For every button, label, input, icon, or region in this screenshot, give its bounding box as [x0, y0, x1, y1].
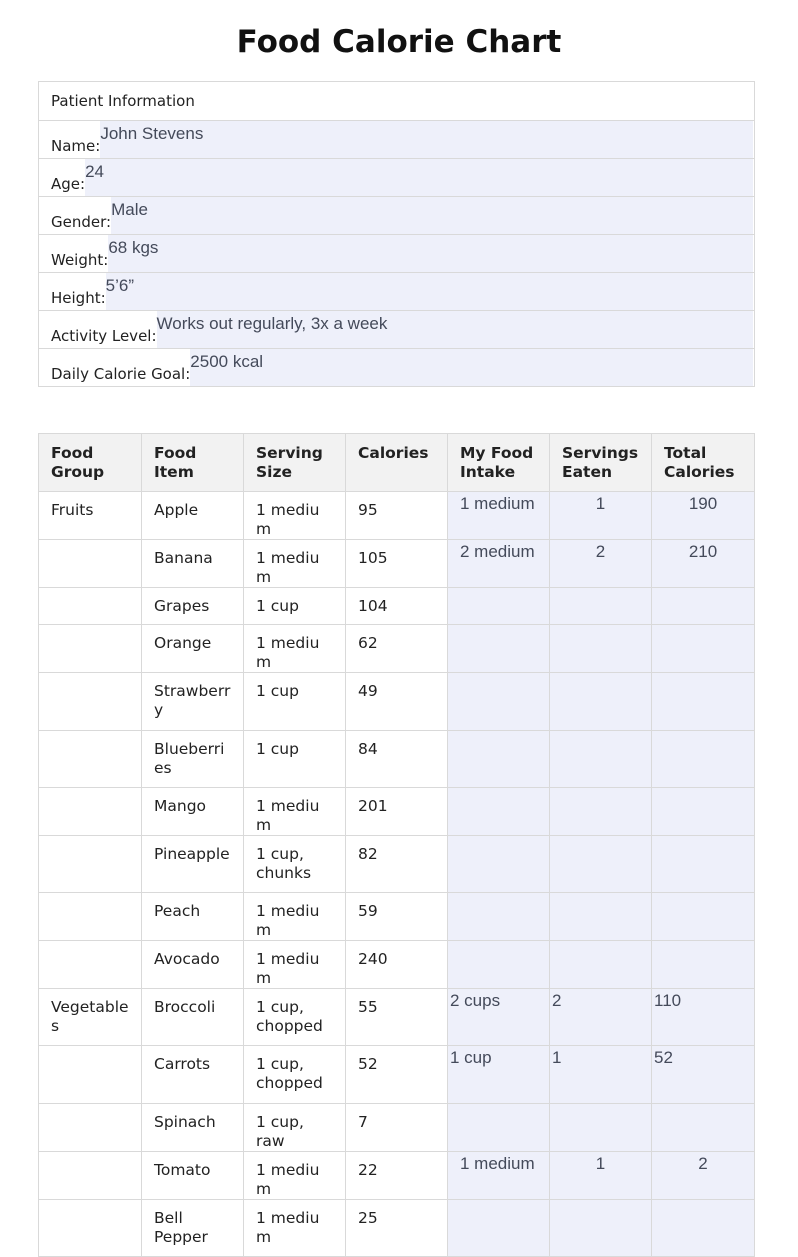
column-header-servings-eaten: Servings Eaten [550, 434, 652, 492]
food-item-cell: Blueberries [142, 731, 244, 788]
column-header-serving-size: Serving Size [244, 434, 346, 492]
name-field[interactable]: John Stevens [100, 121, 753, 158]
food-group-cell [39, 540, 142, 588]
column-header-total-calories: Total Calories [652, 434, 755, 492]
food-calorie-table [38, 433, 755, 1257]
total-calories-input[interactable] [652, 588, 755, 625]
age-field[interactable]: 24 [85, 159, 753, 196]
food-item-cell: Bell Pepper [142, 1200, 244, 1257]
patient-height-row [39, 273, 755, 311]
table-row [39, 588, 755, 625]
servings-eaten-input[interactable] [550, 1104, 652, 1152]
calories-cell: 95 [346, 492, 448, 540]
table-row [39, 788, 755, 836]
total-calories-input[interactable] [652, 941, 755, 989]
calories-cell: 82 [346, 836, 448, 893]
height-field[interactable]: 5’6” [106, 273, 753, 310]
table-row [39, 1200, 755, 1257]
my-food-intake-input[interactable]: 2 medium [448, 540, 550, 588]
total-calories-input[interactable] [652, 788, 755, 836]
food-item-cell: Avocado [142, 941, 244, 989]
food-item-cell: Orange [142, 625, 244, 673]
calories-cell: 201 [346, 788, 448, 836]
patient-gender-row [39, 197, 755, 235]
food-item-cell: Strawberry [142, 673, 244, 731]
patient-info-table [38, 81, 755, 387]
total-calories-input[interactable] [652, 673, 755, 731]
calories-cell: 105 [346, 540, 448, 588]
my-food-intake-input[interactable] [448, 625, 550, 673]
total-calories-input[interactable] [652, 731, 755, 788]
servings-eaten-input[interactable] [550, 836, 652, 893]
table-row [39, 941, 755, 989]
serving-size-cell: 1 medium [244, 540, 346, 588]
food-group-cell: Vegetables [39, 989, 142, 1046]
my-food-intake-input[interactable]: 1 medium [448, 492, 550, 540]
my-food-intake-input[interactable] [448, 673, 550, 731]
my-food-intake-input[interactable] [448, 588, 550, 625]
servings-eaten-input[interactable] [550, 893, 652, 941]
servings-eaten-input[interactable]: 1 [550, 1046, 652, 1104]
gender-label: Gender: [51, 213, 112, 231]
my-food-intake-input[interactable] [448, 893, 550, 941]
servings-eaten-input[interactable]: 2 [550, 540, 652, 588]
table-row [39, 492, 755, 540]
name-label: Name: [51, 137, 101, 155]
serving-size-cell: 1 medium [244, 1200, 346, 1257]
table-row [39, 989, 755, 1046]
my-food-intake-input[interactable] [448, 1104, 550, 1152]
weight-label: Weight: [51, 251, 109, 269]
weight-field[interactable]: 68 kgs [108, 235, 753, 272]
my-food-intake-input[interactable] [448, 731, 550, 788]
serving-size-cell: 1 cup [244, 731, 346, 788]
calories-cell: 62 [346, 625, 448, 673]
table-row [39, 625, 755, 673]
servings-eaten-input[interactable] [550, 588, 652, 625]
calories-cell: 104 [346, 588, 448, 625]
food-group-cell [39, 731, 142, 788]
calories-cell: 84 [346, 731, 448, 788]
total-calories-input[interactable]: 190 [652, 492, 755, 540]
servings-eaten-input[interactable]: 2 [550, 989, 652, 1046]
activity-level-field[interactable]: Works out regularly, 3x a week [157, 311, 753, 348]
total-calories-input[interactable] [652, 625, 755, 673]
daily-calorie-goal-field[interactable]: 2500 kcal [190, 349, 753, 386]
food-group-cell [39, 1200, 142, 1257]
total-calories-input[interactable] [652, 893, 755, 941]
calories-cell: 25 [346, 1200, 448, 1257]
my-food-intake-input[interactable] [448, 788, 550, 836]
height-label: Height: [51, 289, 106, 307]
column-header-food-group: Food Group [39, 434, 142, 492]
gender-field[interactable]: Male [111, 197, 753, 234]
serving-size-cell: 1 cup [244, 588, 346, 625]
servings-eaten-input[interactable]: 1 [550, 1152, 652, 1200]
activity-level-label: Activity Level: [51, 327, 157, 345]
servings-eaten-input[interactable] [550, 673, 652, 731]
my-food-intake-input[interactable] [448, 941, 550, 989]
column-header-food-item: Food Item [142, 434, 244, 492]
page-title: Food Calorie Chart [236, 24, 562, 60]
servings-eaten-input[interactable] [550, 625, 652, 673]
total-calories-input[interactable] [652, 1104, 755, 1152]
table-row [39, 1152, 755, 1200]
serving-size-cell: 1 medium [244, 941, 346, 989]
calories-cell: 22 [346, 1152, 448, 1200]
serving-size-cell: 1 medium [244, 625, 346, 673]
serving-size-cell: 1 cup [244, 673, 346, 731]
patient-name-row [39, 121, 755, 159]
calories-cell: 52 [346, 1046, 448, 1104]
serving-size-cell: 1 medium [244, 492, 346, 540]
total-calories-input[interactable]: 52 [652, 1046, 755, 1104]
food-item-cell: Banana [142, 540, 244, 588]
calories-cell: 7 [346, 1104, 448, 1152]
patient-info-header: Patient Information [39, 82, 755, 121]
food-item-cell: Spinach [142, 1104, 244, 1152]
serving-size-cell: 1 cup, raw [244, 1104, 346, 1152]
patient-age-row [39, 159, 755, 197]
serving-size-cell: 1 cup, chopped [244, 1046, 346, 1104]
age-label: Age: [51, 175, 86, 193]
food-item-cell: Carrots [142, 1046, 244, 1104]
calories-cell: 240 [346, 941, 448, 989]
servings-eaten-input[interactable] [550, 731, 652, 788]
table-row [39, 893, 755, 941]
servings-eaten-input[interactable]: 1 [550, 492, 652, 540]
food-item-cell: Apple [142, 492, 244, 540]
my-food-intake-input[interactable] [448, 836, 550, 893]
servings-eaten-input[interactable] [550, 1200, 652, 1257]
total-calories-input[interactable] [652, 836, 755, 893]
food-group-cell [39, 788, 142, 836]
food-item-cell: Broccoli [142, 989, 244, 1046]
food-group-cell: Fruits [39, 492, 142, 540]
food-item-cell: Peach [142, 893, 244, 941]
food-table-header-row [39, 434, 755, 492]
patient-activity-row [39, 311, 755, 349]
patient-calorie-goal-row [39, 349, 755, 387]
table-row [39, 731, 755, 788]
total-calories-input[interactable] [652, 1200, 755, 1257]
table-row [39, 1104, 755, 1152]
calories-cell: 59 [346, 893, 448, 941]
food-item-cell: Grapes [142, 588, 244, 625]
food-group-cell [39, 1152, 142, 1200]
serving-size-cell: 1 medium [244, 1152, 346, 1200]
food-group-cell [39, 893, 142, 941]
calories-cell: 55 [346, 989, 448, 1046]
total-calories-input[interactable]: 110 [652, 989, 755, 1046]
food-group-cell [39, 1104, 142, 1152]
table-row [39, 540, 755, 588]
serving-size-cell: 1 cup, chopped [244, 989, 346, 1046]
patient-info-header-row [39, 82, 755, 121]
column-header-calories: Calories [346, 434, 448, 492]
food-group-cell [39, 836, 142, 893]
my-food-intake-input[interactable] [448, 1200, 550, 1257]
my-food-intake-input[interactable]: 1 medium [448, 1152, 550, 1200]
calories-cell: 49 [346, 673, 448, 731]
servings-eaten-input[interactable] [550, 788, 652, 836]
total-calories-input[interactable]: 2 [652, 1152, 755, 1200]
food-group-cell [39, 941, 142, 989]
my-food-intake-input[interactable]: 2 cups [448, 989, 550, 1046]
patient-weight-row [39, 235, 755, 273]
table-row [39, 673, 755, 731]
food-item-cell: Pineapple [142, 836, 244, 893]
table-row [39, 836, 755, 893]
serving-size-cell: 1 cup, chunks [244, 836, 346, 893]
serving-size-cell: 1 medium [244, 893, 346, 941]
total-calories-input[interactable]: 210 [652, 540, 755, 588]
food-item-cell: Tomato [142, 1152, 244, 1200]
servings-eaten-input[interactable] [550, 941, 652, 989]
food-group-cell [39, 588, 142, 625]
column-header-my-food-intake: My Food Intake [448, 434, 550, 492]
serving-size-cell: 1 medium [244, 788, 346, 836]
my-food-intake-input[interactable]: 1 cup [448, 1046, 550, 1104]
food-item-cell: Mango [142, 788, 244, 836]
food-group-cell [39, 625, 142, 673]
food-group-cell [39, 673, 142, 731]
daily-calorie-goal-label: Daily Calorie Goal: [51, 365, 191, 383]
food-group-cell [39, 1046, 142, 1104]
table-row [39, 1046, 755, 1104]
